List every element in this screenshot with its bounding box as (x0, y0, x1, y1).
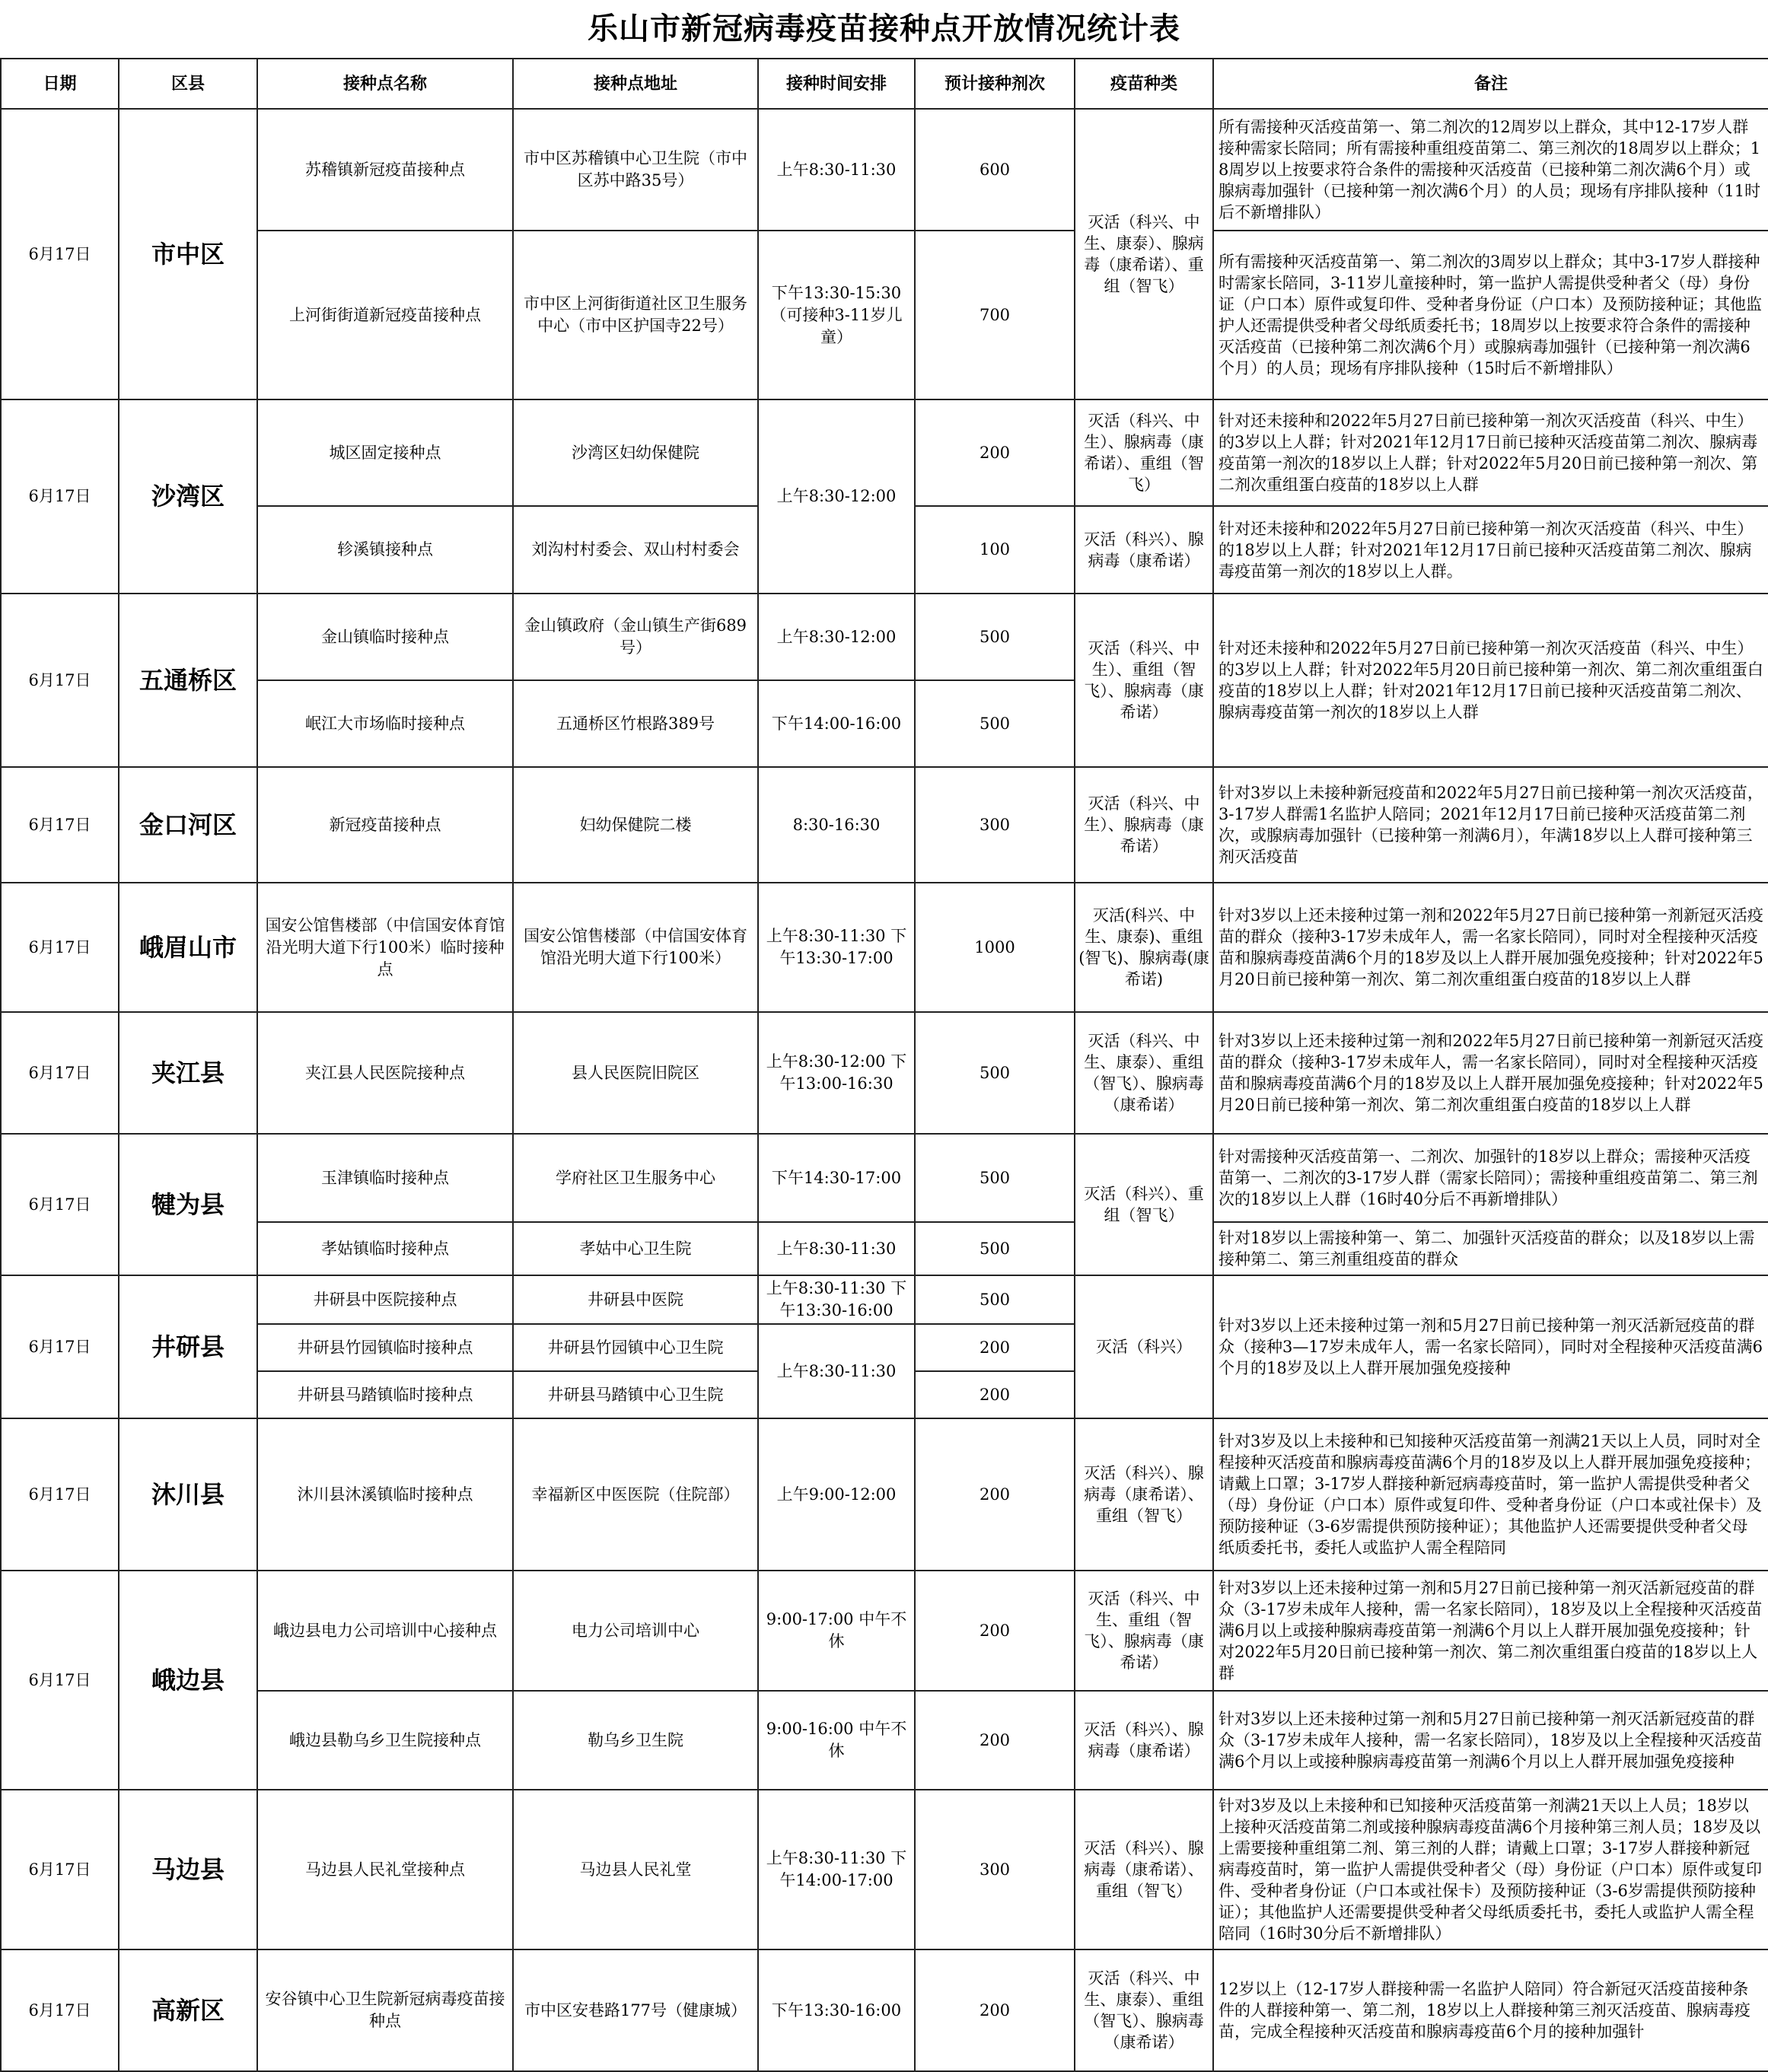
date-cell: 6月17日 (1, 1275, 119, 1418)
schedule-cell: 上午8:30-11:30 (758, 1222, 915, 1275)
header-district: 区县 (119, 59, 257, 109)
schedule-cell: 下午13:30-16:00 (758, 1949, 915, 2071)
page-title: 乐山市新冠病毒疫苗接种点开放情况统计表 (588, 11, 1180, 46)
district-cell: 犍为县 (119, 1134, 257, 1275)
table-row (1, 1275, 1768, 1324)
table-row (1, 1222, 1768, 1275)
site-address-cell: 学府社区卫生服务中心 (513, 1134, 758, 1222)
site-name-cell: 井研县中医院接种点 (257, 1275, 513, 1324)
vaccine-type-cell: 灭活（科兴、中生、康泰）、腺病毒（康希诺）、重组（智飞） (1075, 109, 1213, 399)
doses-cell: 200 (915, 1691, 1075, 1790)
site-name-cell: 金山镇临时接种点 (257, 594, 513, 680)
remarks-cell: 针对3岁以上未接种新冠疫苗和2022年5月27日前已接种第一剂次灭活疫苗，3-17岁人群需1名监护人陪同；2021年12月17日前已接种灭活疫苗第二剂次，或腺病毒加强针（已接种第一剂满6月），年满18岁以上人群可接种第三剂灭活疫苗 (1213, 767, 1768, 883)
site-address-cell: 孝姑中心卫生院 (513, 1222, 758, 1275)
schedule-cell: 8:30-16:30 (758, 767, 915, 883)
header-date: 日期 (1, 59, 119, 109)
district-cell: 高新区 (119, 1949, 257, 2071)
doses-cell: 200 (915, 1324, 1075, 1371)
date-cell: 6月17日 (1, 1949, 119, 2071)
site-name-cell: 上河街街道新冠疫苗接种点 (257, 231, 513, 399)
table-row (1, 1418, 1768, 1571)
site-name-cell: 孝姑镇临时接种点 (257, 1222, 513, 1275)
site-address-cell: 妇幼保健院二楼 (513, 767, 758, 883)
schedule-cell: 下午14:30-17:00 (758, 1134, 915, 1222)
remarks-cell: 针对3岁以上还未接种过第一剂和5月27日前已接种第一剂灭活新冠疫苗的群众（3-17岁未成年人接种，需一名家长陪同），18岁及以上全程接种灭活疫苗满6个月以上或接种腺病毒疫苗第一剂满6个月以上人群开展加强免疫接种 (1213, 1691, 1768, 1790)
doses-cell: 200 (915, 1371, 1075, 1418)
remarks-cell: 12岁以上（12-17岁人群接种需一名监护人陪同）符合新冠灭活疫苗接种条件的人群接种第一、第二剂，18岁以上人群接种第三剂灭活疫苗、腺病毒疫苗，完成全程接种灭活疫苗和腺病毒疫苗6个月的接种加强针 (1213, 1949, 1768, 2071)
doses-cell: 200 (915, 1571, 1075, 1691)
doses-cell: 600 (915, 109, 1075, 231)
district-cell: 沐川县 (119, 1418, 257, 1571)
table-row (1, 883, 1768, 1012)
site-name-cell: 马边县人民礼堂接种点 (257, 1790, 513, 1949)
site-name-cell: 峨边县电力公司培训中心接种点 (257, 1571, 513, 1691)
district-cell: 五通桥区 (119, 594, 257, 767)
date-cell: 6月17日 (1, 399, 119, 594)
vaccine-type-cell: 灭活（科兴）、腺病毒（康希诺）、重组（智飞） (1075, 1418, 1213, 1571)
date-cell: 6月17日 (1, 1418, 119, 1571)
remarks-cell: 针对还未接种和2022年5月27日前已接种第一剂次灭活疫苗（科兴、中生）的3岁以上人群；针对2021年12月17日前已接种灭活疫苗第二剂次、腺病毒疫苗第一剂次的18岁以上人群；针对2022年5月20日前已接种第一剂次、第二剂次重组蛋白疫苗的18岁以上人群 (1213, 399, 1768, 506)
vaccine-type-cell: 灭活（科兴）、腺病毒（康希诺）、重组（智飞） (1075, 1790, 1213, 1949)
district-cell: 马边县 (119, 1790, 257, 1949)
site-name-cell: 新冠疫苗接种点 (257, 767, 513, 883)
doses-cell: 200 (915, 1418, 1075, 1571)
table-row (1, 1949, 1768, 2071)
remarks-cell: 针对还未接种和2022年5月27日前已接种第一剂次灭活疫苗（科兴、中生）的18岁以上人群；针对2021年12月17日前已接种灭活疫苗第二剂次、腺病毒疫苗第一剂次的18岁以上人群。 (1213, 506, 1768, 594)
vaccine-type-cell: 灭活（科兴、中生）、腺病毒（康希诺）、重组（智飞） (1075, 399, 1213, 506)
district-cell: 沙湾区 (119, 399, 257, 594)
district-cell: 市中区 (119, 109, 257, 399)
date-cell: 6月17日 (1, 883, 119, 1012)
doses-cell: 500 (915, 1222, 1075, 1275)
remarks-cell: 所有需接种灭活疫苗第一、第二剂次的3周岁以上群众；其中3-17岁人群接种时需家长陪同，3-11岁儿童接种时，第一监护人需提供受种者父（母）身份证（户口本）原件或复印件、受种者身份证（户口本）及预防接种证；其他监护人还需提供受种者父母纸质委托书；18周岁以上按要求符合条件的需接种灭活疫苗（已接种第二剂次满6个月）或腺病毒加强针（已接种第一剂次满6个月）的人员；现场有序排队接种（15时后不新增排队） (1213, 231, 1768, 399)
remarks-cell: 针对3岁以上还未接种过第一剂和5月27日前已接种第一剂灭活新冠疫苗的群众（接种3—17岁未成年人，需一名家长陪同），同时对全程接种灭活疫苗满6个月的18岁及以上人群开展加强免疫接种 (1213, 1275, 1768, 1418)
remarks-cell: 所有需接种灭活疫苗第一、第二剂次的12周岁以上群众，其中12-17岁人群接种需家长陪同；所有需接种重组疫苗第二、第三剂次的18周岁以上群众；18周岁以上按要求符合条件的需接种灭活疫苗（已接种第二剂次满6个月）或腺病毒加强针（已接种第一剂次满6个月）的人员；现场有序排队接种（11时后不新增排队） (1213, 109, 1768, 231)
remarks-cell: 针对3岁及以上未接种和已知接种灭活疫苗第一剂满21天以上人员；18岁以上接种灭活疫苗第二剂或接种腺病毒疫苗满6个月接种第三剂人员；18岁及以上需要接种重组第二剂、第三剂的人群；请戴上口罩；3-17岁人群接种新冠病毒疫苗时，第一监护人需提供受种者父（母）身份证（户口本）原件或复印件、受种者身份证（户口本或社保卡）及预防接种证（3-6岁需提供预防接种证）；其他监护人还需要提供受种者父母纸质委托书，委托人或监护人需全程陪同（16时30分后不新增排队） (1213, 1790, 1768, 1949)
remarks-cell: 针对3岁以上还未接种过第一剂和2022年5月27日前已接种第一剂新冠灭活疫苗的群众（接种3-17岁未成年人，需一名家长陪同），同时对全程接种灭活疫苗和腺病毒疫苗满6个月的18岁及以上人群开展加强免疫接种；针对2022年5月20日前已接种第一剂次、第二剂次重组蛋白疫苗的18岁以上人群 (1213, 883, 1768, 1012)
date-cell: 6月17日 (1, 767, 119, 883)
table-row (1, 1790, 1768, 1949)
vaccine-type-cell: 灭活(科兴、中生、康泰)、重组(智飞)、腺病毒(康希诺) (1075, 883, 1213, 1012)
table-row (1, 1691, 1768, 1790)
table-row (1, 1571, 1768, 1691)
site-name-cell: 岷江大市场临时接种点 (257, 680, 513, 767)
doses-cell: 500 (915, 680, 1075, 767)
doses-cell: 500 (915, 594, 1075, 680)
table-row (1, 399, 1768, 506)
schedule-cell: 上午8:30-12:00 (758, 399, 915, 594)
remarks-cell: 针对还未接种和2022年5月27日前已接种第一剂次灭活疫苗（科兴、中生）的3岁以上人群；针对2022年5月20日前已接种第一剂次、第二剂次重组蛋白疫苗的18岁以上人群；针对2021年12月17日前已接种灭活疫苗第二剂次、腺病毒疫苗第一剂次的18岁以上人群 (1213, 594, 1768, 767)
table-header-row (1, 59, 1768, 109)
site-name-cell: 苏稽镇新冠疫苗接种点 (257, 109, 513, 231)
site-name-cell: 峨边县勒乌乡卫生院接种点 (257, 1691, 513, 1790)
site-address-cell: 市中区安巷路177号（健康城） (513, 1949, 758, 2071)
site-address-cell: 刘沟村村委会、双山村村委会 (513, 506, 758, 594)
site-address-cell: 县人民医院旧院区 (513, 1012, 758, 1134)
site-name-cell: 井研县竹园镇临时接种点 (257, 1324, 513, 1371)
site-name-cell: 轸溪镇接种点 (257, 506, 513, 594)
schedule-cell: 上午8:30-11:30 下午14:00-17:00 (758, 1790, 915, 1949)
site-address-cell: 井研县中医院 (513, 1275, 758, 1324)
table-row (1, 1134, 1768, 1222)
table-row (1, 767, 1768, 883)
remarks-cell: 针对3岁及以上未接种和已知接种灭活疫苗第一剂满21天以上人员，同时对全程接种灭活疫苗和腺病毒疫苗满6个月的18岁及以上人群开展加强免疫接种；请戴上口罩；3-17岁人群接种新冠病毒疫苗时，第一监护人需提供受种者父（母）身份证（户口本）原件或复印件、受种者身份证（户口本或社保卡）及预防接种证（3-6岁需提供预防接种证）；其他监护人还需要提供受种者父母纸质委托书，委托人或监护人需全程陪同 (1213, 1418, 1768, 1571)
site-name-cell: 沐川县沐溪镇临时接种点 (257, 1418, 513, 1571)
table-row (1, 594, 1768, 680)
schedule-cell: 上午8:30-11:30 下午13:30-17:00 (758, 883, 915, 1012)
doses-cell: 300 (915, 767, 1075, 883)
doses-cell: 1000 (915, 883, 1075, 1012)
vaccine-type-cell: 灭活（科兴）、腺病毒（康希诺） (1075, 506, 1213, 594)
schedule-cell: 上午9:00-12:00 (758, 1418, 915, 1571)
district-cell: 夹江县 (119, 1012, 257, 1134)
vaccine-type-cell: 灭活（科兴、中生、康泰）、重组（智飞）、腺病毒（康希诺） (1075, 1012, 1213, 1134)
header-vaccine-type: 疫苗种类 (1075, 59, 1213, 109)
district-cell: 峨边县 (119, 1571, 257, 1790)
site-address-cell: 国安公馆售楼部（中信国安体育馆沿光明大道下行100米） (513, 883, 758, 1012)
site-address-cell: 电力公司培训中心 (513, 1571, 758, 1691)
table-row (1, 109, 1768, 231)
vaccine-type-cell: 灭活（科兴、中生、康泰）、重组（智飞）、腺病毒（康希诺） (1075, 1949, 1213, 2071)
vaccine-type-cell: 灭活（科兴）、腺病毒（康希诺） (1075, 1691, 1213, 1790)
schedule-cell: 上午8:30-11:30 (758, 1324, 915, 1418)
doses-cell: 500 (915, 1012, 1075, 1134)
vaccine-type-cell: 灭活（科兴、中生、重组（智飞）、腺病毒（康希诺） (1075, 1571, 1213, 1691)
site-name-cell: 井研县马踏镇临时接种点 (257, 1371, 513, 1418)
doses-cell: 500 (915, 1134, 1075, 1222)
table-row (1, 1012, 1768, 1134)
doses-cell: 500 (915, 1275, 1075, 1324)
site-address-cell: 勒乌乡卫生院 (513, 1691, 758, 1790)
date-cell: 6月17日 (1, 1571, 119, 1790)
site-address-cell: 市中区上河街街道社区卫生服务中心（市中区护国寺22号） (513, 231, 758, 399)
vaccine-type-cell: 灭活（科兴、中生）、重组（智飞）、腺病毒（康希诺） (1075, 594, 1213, 767)
site-name-cell: 夹江县人民医院接种点 (257, 1012, 513, 1134)
schedule-cell: 上午8:30-11:30 (758, 109, 915, 231)
district-cell: 峨眉山市 (119, 883, 257, 1012)
site-address-cell: 井研县马踏镇中心卫生院 (513, 1371, 758, 1418)
table-row (1, 231, 1768, 399)
schedule-cell: 9:00-17:00 中午不休 (758, 1571, 915, 1691)
site-address-cell: 马边县人民礼堂 (513, 1790, 758, 1949)
vaccine-type-cell: 灭活（科兴） (1075, 1275, 1213, 1418)
date-cell: 6月17日 (1, 1790, 119, 1949)
schedule-cell: 上午8:30-12:00 (758, 594, 915, 680)
header-site-address: 接种点地址 (513, 59, 758, 109)
remarks-cell: 针对3岁以上还未接种过第一剂和5月27日前已接种第一剂灭活新冠疫苗的群众（3-17岁未成年人接种，需一名家长陪同），18岁及以上全程接种灭活疫苗满6月以上或接种腺病毒疫苗第一剂满6个月以上人群开展加强免疫接种；针对2022年5月20日前已接种第一剂次、第二剂次重组蛋白疫苗的18岁以上人群 (1213, 1571, 1768, 1691)
vaccine-type-cell: 灭活（科兴、中生）、腺病毒（康希诺） (1075, 767, 1213, 883)
date-cell: 6月17日 (1, 594, 119, 767)
site-name-cell: 玉津镇临时接种点 (257, 1134, 513, 1222)
site-address-cell: 市中区苏稽镇中心卫生院（市中区苏中路35号） (513, 109, 758, 231)
doses-cell: 700 (915, 231, 1075, 399)
schedule-cell: 下午14:00-16:00 (758, 680, 915, 767)
site-name-cell: 城区固定接种点 (257, 399, 513, 506)
site-address-cell: 金山镇政府（金山镇生产街689号） (513, 594, 758, 680)
vaccine-type-cell: 灭活（科兴）、重组（智飞） (1075, 1134, 1213, 1275)
site-name-cell: 安谷镇中心卫生院新冠病毒疫苗接种点 (257, 1949, 513, 2071)
vaccination-table (0, 58, 1768, 2072)
header-site-name: 接种点名称 (257, 59, 513, 109)
header-remarks: 备注 (1213, 59, 1768, 109)
remarks-cell: 针对18岁以上需接种第一、第二、加强针灭活疫苗的群众；以及18岁以上需接种第二、第三剂重组疫苗的群众 (1213, 1222, 1768, 1275)
site-address-cell: 沙湾区妇幼保健院 (513, 399, 758, 506)
header-doses: 预计接种剂次 (915, 59, 1075, 109)
district-cell: 金口河区 (119, 767, 257, 883)
site-address-cell: 幸福新区中医医院（住院部） (513, 1418, 758, 1571)
date-cell: 6月17日 (1, 109, 119, 399)
schedule-cell: 下午13:30-15:30（可接种3-11岁儿童） (758, 231, 915, 399)
site-name-cell: 国安公馆售楼部（中信国安体育馆沿光明大道下行100米）临时接种点 (257, 883, 513, 1012)
doses-cell: 200 (915, 399, 1075, 506)
schedule-cell: 上午8:30-11:30 下午13:30-16:00 (758, 1275, 915, 1324)
site-address-cell: 井研县竹园镇中心卫生院 (513, 1324, 758, 1371)
schedule-cell: 9:00-16:00 中午不休 (758, 1691, 915, 1790)
site-address-cell: 五通桥区竹根路389号 (513, 680, 758, 767)
schedule-cell: 上午8:30-12:00 下午13:00-16:30 (758, 1012, 915, 1134)
district-cell: 井研县 (119, 1275, 257, 1418)
doses-cell: 200 (915, 1949, 1075, 2071)
doses-cell: 100 (915, 506, 1075, 594)
doses-cell: 300 (915, 1790, 1075, 1949)
remarks-cell: 针对3岁以上还未接种过第一剂和2022年5月27日前已接种第一剂新冠灭活疫苗的群众（接种3-17岁未成年人，需一名家长陪同），同时对全程接种灭活疫苗和腺病毒疫苗满6个月的18岁及以上人群开展加强免疫接种；针对2022年5月20日前已接种第一剂次、第二剂次重组蛋白疫苗的18岁以上人群 (1213, 1012, 1768, 1134)
header-schedule: 接种时间安排 (758, 59, 915, 109)
remarks-cell: 针对需接种灭活疫苗第一、二剂次、加强针的18岁以上群众；需接种灭活疫苗第一、二剂次的3-17岁人群（需家长陪同）；需接种重组疫苗第二、第三剂次的18岁以上人群（16时40分后不再新增排队） (1213, 1134, 1768, 1222)
date-cell: 6月17日 (1, 1134, 119, 1275)
date-cell: 6月17日 (1, 1012, 119, 1134)
